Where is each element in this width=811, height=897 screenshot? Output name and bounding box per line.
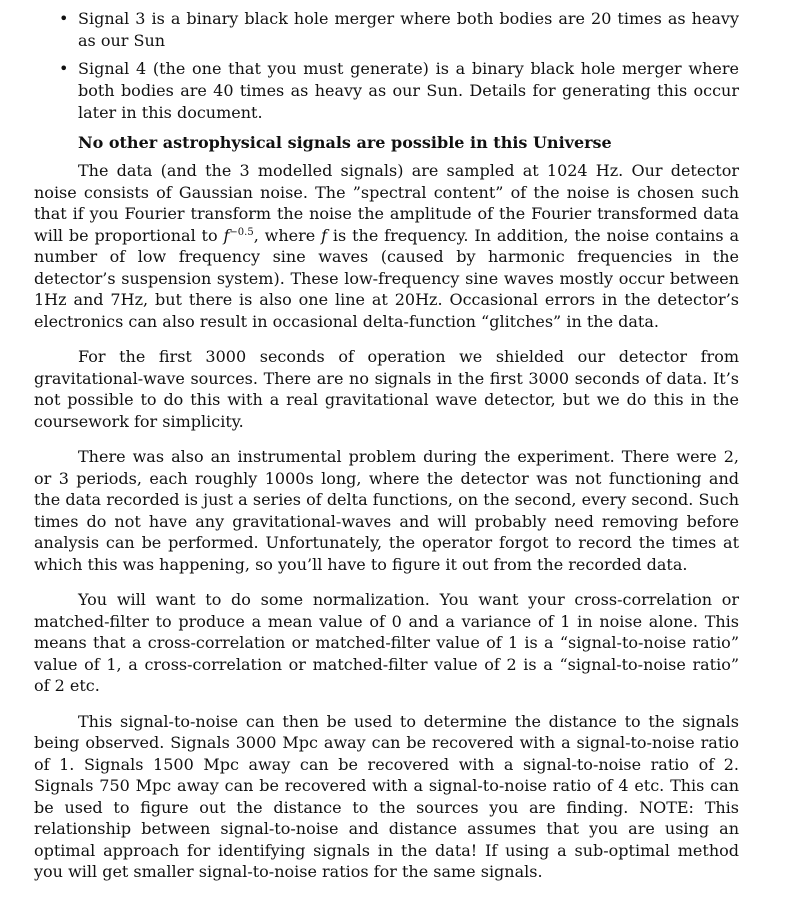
math-f: f <box>223 225 230 245</box>
document-page <box>34 8 739 897</box>
paragraph-instrumental-problem: There was also an instrumental problem during the experiment. There were 2, or 3 periods, each roughly 1000s long, where the detector was not functioning and the data recorded is just a series of delta functions, on the second, every second. Such times do not have any gravitational-waves and will probably need removing before analysis can be performed. Unfortunately, the operator forgot to record the times at which this was happening, so you’ll have to figure it out from the recorded data. <box>34 447 739 574</box>
bullet-signal-3 <box>34 8 739 52</box>
paragraph-shielding: For the first 3000 seconds of operation we shielded our detector from gravitational-wave sources. There are no signals in the first 3000 seconds of data. It’s not possible to do this with a real gravitational wave detector, but we do this in the coursework for simplicity. <box>34 347 739 431</box>
paragraph-normalization: You will want to do some normalization. You want your cross-correlation or matched-filter to produce a mean value of 0 and a variance of 1 in noise alone. This means that a cross-correlation or matched-filter value of 1 is a “signal-to-noise ratio” value of 1, a cross-correlation or matched-filter value of 2 is a “signal-to-noise ratio” of 2 etc. <box>34 590 739 695</box>
paragraph-text: The data (and the 3 modelled signals) are sampled at 1024 Hz. Our detector noise consists of Gaussian noise. The ”spectral content” of the noise is chosen such that if you Fourier transform the noise the amplitude of the Fourier transformed data will be proportional to <box>34 161 739 245</box>
bold-statement: No other astrophysical signals are possible in this Universe <box>78 133 612 152</box>
math-exponent: −0.5 <box>229 226 254 238</box>
paragraph-noise <box>34 160 739 332</box>
paragraph-text: , where <box>253 225 322 245</box>
paragraph-text: is the frequency. In addition, the noise contains a number of low frequency sine waves (caused by harmonic frequencies in the detector’s suspension system). These low-frequency sine waves mostly occur between 1Hz and 7Hz, but there is also one line at 20Hz. Occasional errors in the detector’s electronics can also result in occasional delta-function “glitches” in the data. <box>34 225 739 331</box>
bullet-signal-4 <box>34 58 739 124</box>
bullet-text: Signal 4 (the one that you must generate) is a binary black hole merger where both bodies are 40 times as heavy as our Sun. Details for generating this occur later in this document. <box>78 59 739 122</box>
math-f: f <box>321 225 328 245</box>
bullet-dot-icon: • <box>59 59 69 78</box>
paragraph-signal-to-noise: This signal-to-noise can then be used to determine the distance to the signals being observed. Signals 3000 Mpc away can be recovered with a signal-to-noise ratio of 1. Signals 1500 Mpc away can be recovered with a signal-to-noise ratio of 2. Signals 750 Mpc away can be recovered with a signal-to-noise ratio of 4 etc. This can be used to figure out the distance to the sources you are finding. NOTE: This relationship between signal-to-noise and distance assumes that you are using an optimal approach for identifying signals in the data! If using a sub-optimal method you will get smaller signal-to-noise ratios for the same signals. <box>34 711 739 881</box>
signal-bullet-list <box>34 8 739 124</box>
bullet-text: Signal 3 is a binary black hole merger where both bodies are 20 times as heavy as our Sun <box>78 9 739 50</box>
bullet-dot-icon: • <box>59 9 69 28</box>
